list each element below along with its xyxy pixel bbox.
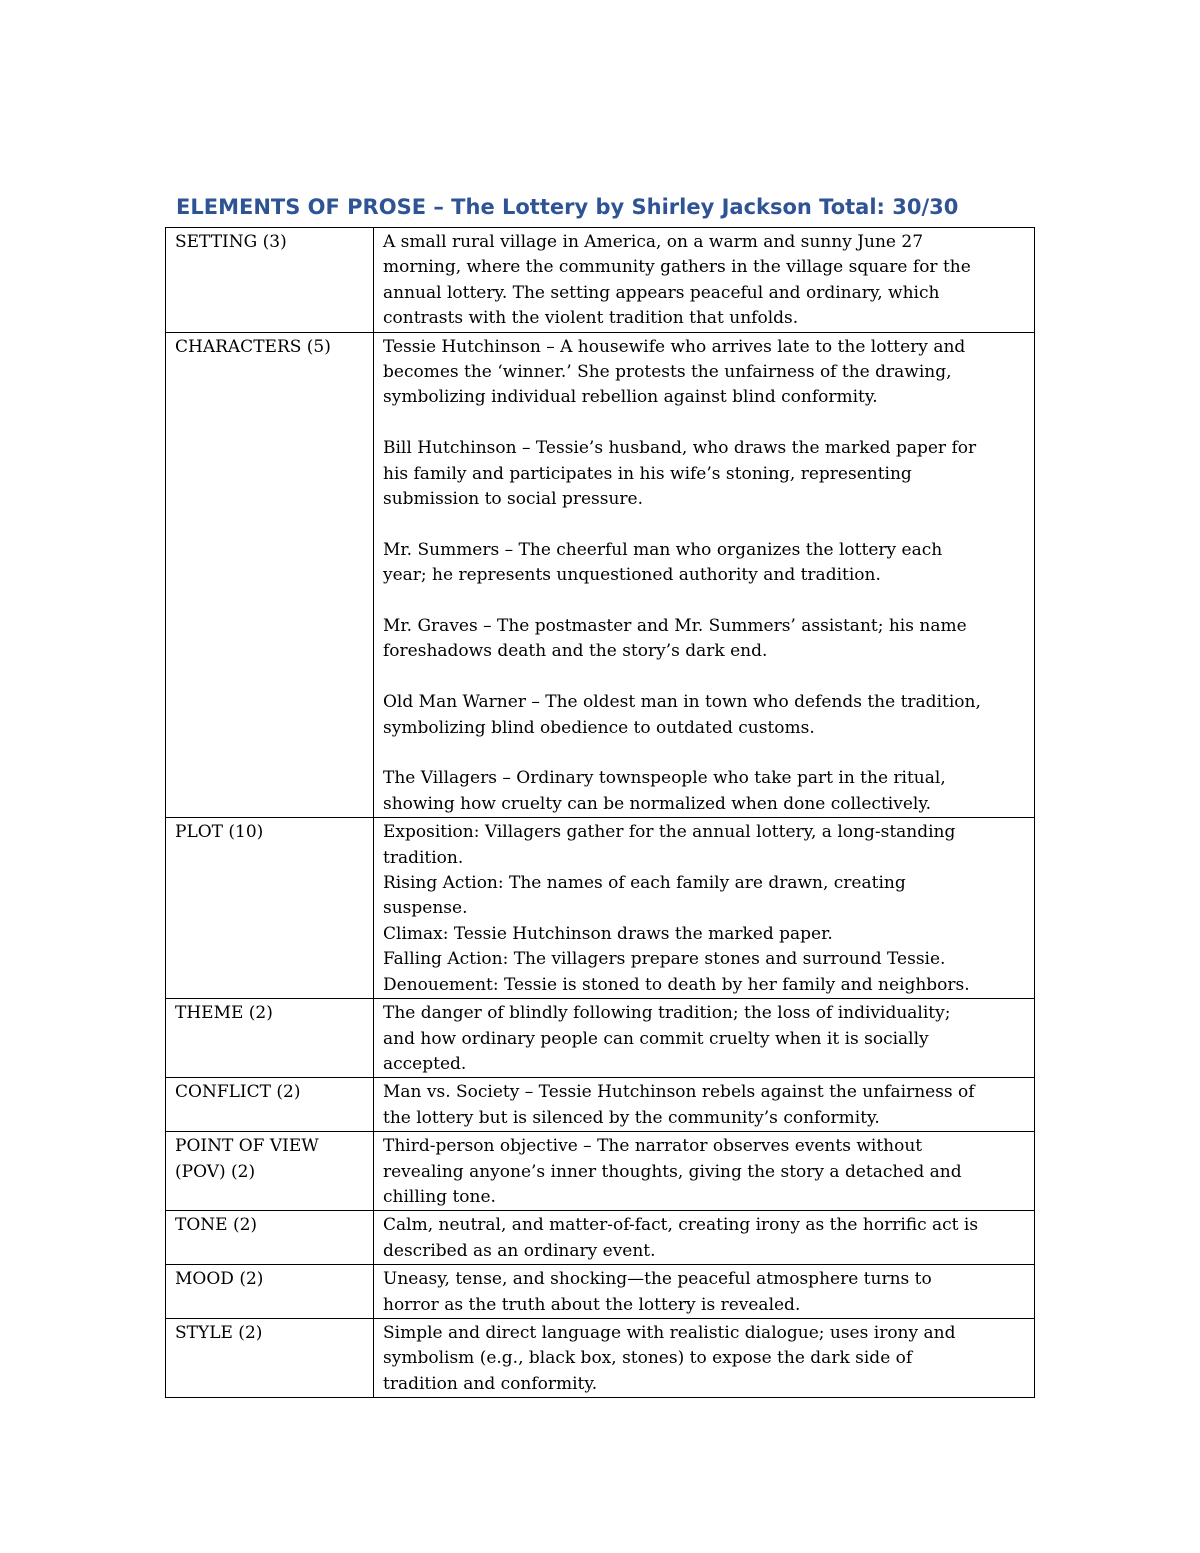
description-line: Calm, neutral, and matter-of-fact, creating irony as the horrific act is: [383, 1215, 979, 1236]
table-row-style: [166, 1318, 1035, 1397]
description-line: described as an ordinary event.: [383, 1240, 656, 1261]
description-line: tradition.: [383, 847, 464, 868]
description-line: Uneasy, tense, and shocking—the peaceful atmosphere turns to: [383, 1269, 932, 1290]
description-line: A small rural village in America, on a warm and sunny June 27: [383, 232, 924, 252]
description-line: the lottery but is silenced by the community’s conformity.: [383, 1107, 880, 1128]
paragraph-gap: [383, 411, 1028, 436]
element-label-cell: [166, 818, 374, 999]
element-label-line: CHARACTERS (5): [175, 336, 331, 357]
table-row-plot: [166, 818, 1035, 999]
element-label-cell: [166, 228, 374, 333]
description-line: Rising Action: The names of each family are drawn, creating: [383, 873, 906, 894]
table-row-mood: [166, 1265, 1035, 1319]
description-line: Exposition: Villagers gather for the annual lottery, a long-standing: [383, 822, 956, 843]
element-label-line: THEME (2): [175, 1003, 273, 1024]
description-line: Bill Hutchinson – Tessie’s husband, who draws the marked paper for: [383, 438, 977, 459]
element-description-cell: [374, 818, 1035, 999]
description-line: his family and participates in his wife’s stoning, representing: [383, 463, 912, 484]
description-line: tradition and conformity.: [383, 1373, 598, 1394]
element-description-cell: [374, 228, 1035, 333]
table-row-characters: [166, 332, 1035, 818]
element-description-cell: [374, 1132, 1035, 1211]
description-line: Denouement: Tessie is stoned to death by her family and neighbors.: [383, 974, 970, 995]
description-line: symbolizing blind obedience to outdated customs.: [383, 717, 815, 738]
description-line: chilling tone.: [383, 1186, 496, 1207]
description-line: contrasts with the violent tradition that unfolds.: [383, 308, 799, 329]
element-label-cell: [166, 1211, 374, 1265]
element-description-cell: [374, 1265, 1035, 1319]
description-line: The Villagers – Ordinary townspeople who take part in the ritual,: [383, 768, 946, 789]
table-row-theme: [166, 999, 1035, 1078]
description-line: becomes the ‘winner.’ She protests the unfairness of the drawing,: [383, 362, 952, 383]
table-row-conflict: [166, 1078, 1035, 1132]
description-line: Tessie Hutchinson – A housewife who arrives late to the lottery and: [383, 336, 966, 357]
description-line: symbolism (e.g., black box, stones) to expose the dark side of: [383, 1348, 913, 1369]
table-row-pov: [166, 1132, 1035, 1211]
description-line: Falling Action: The villagers prepare stones and surround Tessie.: [383, 949, 946, 970]
element-label-line: STYLE (2): [175, 1322, 263, 1343]
description-line: Climax: Tessie Hutchinson draws the marked paper.: [383, 923, 833, 944]
description-line: Mr. Graves – The postmaster and Mr. Summers’ assistant; his name: [383, 616, 967, 637]
paragraph-gap: [383, 741, 1028, 766]
element-label-cell: [166, 332, 374, 818]
element-label-line: SETTING (3): [175, 232, 287, 252]
description-line: suspense.: [383, 898, 468, 919]
description-line: year; he represents unquestioned authority and tradition.: [383, 565, 881, 586]
description-line: revealing anyone’s inner thoughts, giving the story a detached and: [383, 1161, 962, 1182]
element-description-cell: [374, 999, 1035, 1078]
element-description-cell: [374, 1078, 1035, 1132]
paragraph-gap: [383, 589, 1028, 614]
paragraph-gap: [383, 665, 1028, 690]
table-body: [166, 228, 1035, 1398]
table-row-setting: [166, 228, 1035, 333]
element-label-cell: [166, 1132, 374, 1211]
paragraph-gap: [383, 512, 1028, 537]
description-line: Simple and direct language with realistic dialogue; uses irony and: [383, 1322, 956, 1343]
description-line: morning, where the community gathers in the village square for the: [383, 257, 971, 278]
description-line: Third-person objective – The narrator observes events without: [383, 1136, 923, 1157]
element-label-line: POINT OF VIEW: [175, 1136, 319, 1157]
element-label-cell: [166, 1318, 374, 1397]
element-label-line: MOOD (2): [175, 1269, 264, 1290]
elements-of-prose-table: [165, 227, 1035, 1398]
element-label-cell: [166, 999, 374, 1078]
description-line: submission to social pressure.: [383, 489, 644, 510]
element-label-cell: [166, 1265, 374, 1319]
description-line: horror as the truth about the lottery is revealed.: [383, 1294, 801, 1315]
description-line: Old Man Warner – The oldest man in town who defends the tradition,: [383, 692, 981, 713]
table-row-tone: [166, 1211, 1035, 1265]
description-line: showing how cruelty can be normalized when done collectively.: [383, 793, 932, 814]
element-label-line: CONFLICT (2): [175, 1082, 301, 1103]
description-line: Man vs. Society – Tessie Hutchinson rebels against the unfairness of: [383, 1082, 975, 1103]
description-line: foreshadows death and the story’s dark end.: [383, 641, 768, 662]
element-description-cell: [374, 1211, 1035, 1265]
description-line: Mr. Summers – The cheerful man who organizes the lottery each: [383, 539, 943, 560]
element-label-line: PLOT (10): [175, 822, 264, 843]
element-description-cell: [374, 332, 1035, 818]
element-label-line: TONE (2): [175, 1215, 258, 1236]
element-label-cell: [166, 1078, 374, 1132]
description-line: and how ordinary people can commit cruelty when it is socially: [383, 1028, 929, 1049]
element-description-cell: [374, 1318, 1035, 1397]
description-line: annual lottery. The setting appears peaceful and ordinary, which: [383, 282, 940, 303]
document-title: ELEMENTS OF PROSE – The Lottery by Shirley Jackson Total: 30/30: [176, 195, 959, 219]
description-line: symbolizing individual rebellion against blind conformity.: [383, 387, 878, 408]
element-label-line: (POV) (2): [175, 1161, 256, 1182]
description-line: The danger of blindly following tradition; the loss of individuality;: [383, 1003, 951, 1024]
description-line: accepted.: [383, 1053, 467, 1074]
